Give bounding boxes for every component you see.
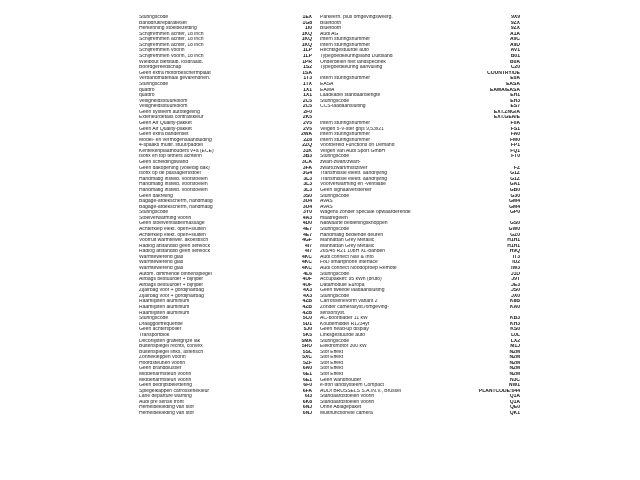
code-left: 4L6 [303, 271, 312, 277]
code-left: 4X3 [303, 293, 312, 299]
description-left: Geen bedrijfsbelettering [139, 383, 193, 389]
description-right: Sturingscode [320, 226, 350, 232]
description-right: Audi connect Noodoproep Remote [320, 266, 397, 272]
description-right: Geen signaalversterker [320, 187, 372, 193]
code-left: 2C5 [302, 98, 312, 104]
code-left: 2V5 [303, 126, 312, 132]
code-left: 5C0 [302, 316, 312, 322]
code-right: KH3 [509, 321, 520, 327]
description-right: sensorsyst. [320, 310, 346, 316]
description-left: Buitenspiegel links, asferisch [139, 349, 204, 355]
description-right: Velgen 5-V-ster grijs 9,53x21 [320, 126, 384, 132]
description-right: Accupakket: 95 kWh (bruto) [320, 277, 382, 283]
code-left: 4E7 [303, 226, 312, 232]
code-left: 5D1 [302, 321, 312, 327]
description-right: AC-boordlader 11 kW [320, 316, 368, 322]
description-left: Buitenspiegel rechts, convex [139, 344, 203, 350]
code-right: GM4 [509, 199, 520, 205]
code-left: 1S2 [303, 65, 312, 71]
code-left: 4UF [302, 277, 312, 283]
description-right: 265/45 R21 108H XL-banden [320, 249, 386, 255]
description-right: Intern sturingsnummer [320, 137, 371, 143]
description-left: Verbandmateriaal gevarendrieh. [139, 76, 211, 82]
description-left: Geen extra bandenset [139, 132, 189, 138]
code-left: 3FA [302, 165, 312, 171]
code-left: 1I0 [305, 26, 312, 32]
description-left: Raamlijsten aluminium [139, 310, 190, 316]
code-right: FP1 [510, 143, 520, 149]
description-left: Geen extra motorbeschermplaat [139, 70, 211, 76]
code-right: 9ZX [510, 20, 520, 26]
code-left: 3B3 [302, 154, 312, 160]
code-right: FS1 [510, 126, 520, 132]
description-right: Laadkabel standaardlengte [320, 93, 381, 99]
description-left: Autom. dimmende binnenspiegel [139, 271, 212, 277]
description-left: Stoelverwarming voorin [139, 215, 192, 221]
code-left: 4GF [302, 238, 312, 244]
code-right: ES7 [510, 104, 520, 110]
description-left: Geen systeem autotegeling [139, 109, 200, 115]
code-right: GZ0 [510, 232, 520, 238]
code-right: EXT.ZNG/A [493, 109, 520, 115]
description-left: Bagage-afdekscherm, handmatig [139, 199, 213, 205]
description-right: Transmissie elektr. aandrijving [320, 171, 388, 177]
description-left: Schijfremmen achter, 18 inch [139, 42, 204, 48]
code-left: 1EX [302, 15, 312, 20]
description-left: Bagage-afdekscherm, handmatig [139, 204, 213, 210]
description-left: Hoofdsteunen voorin [139, 360, 186, 366]
code-left: 4ZB [302, 299, 312, 305]
description-left: Banddrukreparatieset [139, 20, 187, 26]
code-left: 6E1 [303, 377, 312, 383]
code-left: 4D0 [302, 221, 312, 227]
code-right: B0A [509, 59, 520, 65]
description-right: Stof Effekt [320, 366, 343, 372]
description-right: Intern sturingsnummer [320, 76, 371, 82]
description-right: Carrosserievorm variant 2 [320, 299, 378, 305]
description-left: Geen dakopening (volledig dak) [139, 165, 210, 171]
code-right: G1Z [510, 176, 520, 182]
description-left: Geen scheidingswand [139, 160, 189, 166]
code-left: 5RU [301, 344, 312, 350]
description-left: Audi pre sense front [139, 399, 184, 405]
description-left: Hemelbekleding van stof [139, 405, 194, 411]
code-right: EAWA/EASA [489, 87, 520, 93]
description-left: Exterieurdetails contrastkleur [139, 115, 204, 121]
description-right: Handmatig bediende deuren [320, 232, 384, 238]
code-left: 3L3 [303, 182, 312, 188]
description-right: Elektromotor 300 kW [320, 344, 367, 350]
description-right: Bluetooth [320, 26, 342, 32]
description-left: Airbags bestuurder + bijrijder [139, 282, 204, 288]
code-right: H1H1 [507, 243, 520, 249]
description-right: Koudemiddel R1234yf [320, 321, 370, 327]
description-left: Geen dakreling [139, 193, 173, 199]
description-right: Stof Effekt [320, 349, 343, 355]
code-right: IT3 [512, 254, 520, 260]
code-left: 2C5 [302, 104, 312, 110]
description-left: Handmatig instelb. voorstoelen [139, 182, 208, 188]
description-left: Schijfremmen voorin [139, 48, 185, 54]
description-right: Stof Effekt [320, 360, 343, 366]
code-left: 5SL [302, 349, 312, 355]
code-left: 4KC [301, 254, 312, 260]
description-right: zwart/zwart/mistzilver [320, 165, 368, 171]
code-right: IW3 [511, 266, 520, 272]
option-code-list [0, 15, 640, 417]
code-right: 9X9 [511, 15, 520, 20]
code-left: 6FA [302, 388, 312, 394]
description-left: Warmtewerend glas [139, 266, 184, 272]
description-left: Zonnekleppen voorin [139, 355, 186, 361]
description-right: Ohne Ablagepaket [320, 405, 362, 411]
description-left: Sturingscode [139, 81, 169, 87]
code-right: COUNTRY/DE [487, 70, 520, 76]
description-left: Sturingscode [139, 15, 169, 20]
code-right: QE0 [509, 405, 520, 411]
code-left: 2K5 [302, 115, 312, 121]
description-left: Isofix op de passagiersstoel [139, 171, 201, 177]
description-left: Wielbout diefstalb. losdraaid. [139, 59, 203, 65]
description-right: Bluetooth [320, 20, 342, 26]
code-right: N2M [509, 366, 520, 372]
description-right: Linksgestuurde auto [320, 332, 366, 338]
code-right: FQ1 [510, 148, 520, 154]
code-left: 1KQ [301, 37, 312, 43]
description-right: CCS-laadaansluiting [320, 104, 366, 110]
code-right: GA1 [509, 182, 520, 188]
code-left: 4UF [302, 282, 312, 288]
code-left: 6NJ [302, 405, 312, 411]
code-left: 1KQ [301, 42, 312, 48]
code-left: 4E7 [303, 232, 312, 238]
code-left: 4KC [301, 266, 312, 272]
description-left: Herkenning stoelbezetting [139, 26, 197, 32]
code-right: F0A [510, 120, 520, 126]
code-right: EASA [506, 81, 520, 87]
description-right: FoD smartphone interface [320, 260, 378, 266]
code-left: 1KQ [301, 31, 312, 37]
code-right: GM4 [509, 204, 520, 210]
code-right: E0A [510, 76, 520, 82]
description-right: zwart-zwart/zwart- [320, 160, 361, 166]
description-left: Sturingscode [139, 210, 169, 216]
code-left: 6E1 [303, 372, 312, 377]
description-right: Intern sturingsnummer [320, 42, 371, 48]
code-right: PLANTCODE:044 [478, 388, 520, 394]
description-right: e-tron landsysteem Compact [320, 383, 384, 389]
description-left: Raamlijsten aluminium [139, 299, 190, 305]
description-left: Middenarmsteun voorin [139, 377, 192, 383]
code-right: FT0 [511, 154, 520, 160]
description-right: Geen head-up display [320, 327, 369, 333]
code-left: 6I3 [305, 394, 312, 400]
code-right: JX0 [511, 293, 520, 299]
code-right: GW0 [508, 226, 520, 232]
code-left: 1LP [302, 48, 312, 54]
code-left: 3U4 [302, 204, 312, 210]
code-left: 4I7 [305, 243, 312, 249]
description-left: Spiegelkappen carrosseriekleur [139, 388, 210, 394]
description-right: Sturingscode [320, 271, 350, 277]
code-right: N3C [509, 377, 520, 383]
description-right: AUDI BRUSSELS S.A./N.V., Brussel [320, 388, 401, 394]
code-left: 3L3 [303, 176, 312, 182]
description-right: Sturingscode [320, 338, 350, 344]
description-right: Audi connect Nav & Info [320, 254, 374, 260]
description-left: Handmatig instelb. voorstoelen [139, 176, 208, 182]
code-left: 6F0 [303, 383, 312, 389]
code-left: 1PR [302, 59, 312, 65]
code-right: JS0 [511, 288, 520, 294]
code-left: 1G8 [302, 20, 312, 26]
description-left: Raamlijsten aluminium [139, 305, 190, 311]
description-left: Isofix en top tethers achterin [139, 154, 202, 160]
code-left: 4I7 [305, 249, 312, 255]
code-left: 4ZB [302, 305, 312, 311]
description-right: Intern sturingsnummer [320, 120, 371, 126]
code-right: A9C [509, 37, 520, 43]
description-left: Model- en vermogensaanduiding [139, 137, 212, 143]
description-left: Boordgereedschap [139, 65, 182, 71]
code-right: FA0 [510, 132, 520, 138]
description-right: Zonder camerasyst./omgeving- [320, 305, 389, 311]
code-right: EXT.GEA/E [493, 115, 520, 121]
description-right: Stof Effekt [320, 355, 343, 361]
description-right: EAWA [320, 87, 335, 93]
description-right: Audi AG [320, 31, 339, 37]
description-right: Standaardstoelen voorin [320, 399, 375, 405]
code-left: 2Z8 [303, 137, 312, 143]
code-right: IU2 [512, 260, 520, 266]
code-right: AV1 [510, 48, 520, 54]
code-right: LX2 [510, 338, 520, 344]
description-left: quattro [139, 93, 155, 99]
code-right: QK1 [509, 411, 520, 417]
code-right: GP0 [509, 210, 520, 216]
description-right: Sturingscode [320, 98, 350, 104]
code-left: 4A3 [302, 215, 312, 221]
description-left: Middenarmsteun voorin [139, 372, 192, 377]
description-left: Geen brandblusser [139, 366, 182, 372]
code-left: 5MA [301, 338, 312, 344]
code-left: 5XC [302, 355, 312, 361]
code-right: J1D [510, 271, 520, 277]
code-right: M1J [510, 344, 520, 350]
description-left: Achterklep elekt. open+sluiten [139, 226, 206, 232]
description-left: Schijfremmen voorin, 18 inch [139, 54, 204, 60]
code-right: N2M [509, 360, 520, 366]
description-right: Natwaarte bedieningsknoppen [320, 221, 388, 227]
description-left: Warmtewerend glas [139, 260, 184, 266]
description-right: Multifunctionele camera [320, 411, 373, 417]
code-left: 1LP [302, 54, 312, 60]
description-left: Lane departure warning [139, 394, 192, 400]
description-right: Onderdelen niet landspecifiek [320, 59, 386, 65]
code-right: N2M [509, 349, 520, 355]
code-left: 4ZB [302, 310, 312, 316]
code-left: 2WA [301, 132, 312, 138]
description-left: Geen Air Quality-pakket [139, 120, 192, 126]
code-left: 1T3 [303, 76, 312, 82]
description-left: Veiligheidsstuurkolom [139, 98, 188, 104]
code-right: KB3 [509, 316, 520, 322]
code-right: H9Q [509, 249, 520, 255]
description-left: Draaggolffrequentie [139, 321, 183, 327]
description-right: Geen wandhouder [320, 377, 362, 383]
description-right: Stof Effekt [320, 372, 343, 377]
code-right: KA0 [509, 305, 520, 311]
code-left: 5K5 [302, 332, 312, 338]
description-left: Achterklep elekt. open+sluiten [139, 232, 206, 238]
description-right: AVAS [320, 204, 333, 210]
description-right: maatregelen [320, 215, 348, 221]
code-right: A9D [509, 42, 520, 48]
description-right: Parkeerh. plus omgevingsweerg. [320, 15, 393, 20]
code-right: GB0 [509, 187, 520, 193]
code-right: C20 [510, 65, 520, 71]
code-left: 3U4 [302, 199, 312, 205]
description-left: Geen Air Quality-pakket [139, 126, 192, 132]
code-right: JE3 [511, 282, 520, 288]
code-right: FZ [513, 165, 520, 171]
description-left: Zijairbag voor + gordijnairbag [139, 293, 204, 299]
description-left: Transportblok [139, 332, 170, 338]
code-left: 1X1 [303, 87, 312, 93]
description-right: Voorverwarming en -ventilatie [320, 182, 386, 188]
code-right: 9ZX [510, 26, 520, 32]
code-right: H1H1 [507, 238, 520, 244]
code-left: 3S0 [303, 193, 312, 199]
code-right: NW1 [508, 383, 520, 389]
description-right: Sturingscode [320, 154, 350, 160]
code-left: 1X1 [303, 93, 312, 99]
code-right: Q1A [509, 394, 520, 400]
description-left: Radiog afstandsb geen sefelock [139, 243, 211, 249]
code-left: 6NJ [302, 411, 312, 417]
description-left: Hemelbekleding van stof [139, 411, 194, 417]
code-left: 6A0 [302, 366, 312, 372]
code-right: EH3 [510, 98, 520, 104]
description-right: Standaardstoelen voorin [320, 394, 375, 400]
code-left: 2V5 [303, 120, 312, 126]
description-right: AVAS [320, 199, 333, 205]
code-left: 5ZF [303, 360, 312, 366]
description-left: 4-spaaks multif. stuur/paddel [139, 143, 203, 149]
description-left: Geen achterspoiler [139, 327, 182, 333]
description-left: Handmatig instelb. voorstoelen [139, 187, 208, 193]
table-row [0, 411, 640, 417]
description-right: Transmissie elektr. aandrijving [320, 176, 388, 182]
code-left: 4KC [301, 260, 312, 266]
code-left: 5J0 [303, 327, 312, 333]
code-left: 31K [302, 148, 312, 154]
description-left: quattro [139, 87, 155, 93]
description-left: Sturingscode [139, 316, 169, 322]
description-right: Typegoedkeuringsland Duitsland [320, 54, 393, 60]
code-left: 3CA [301, 160, 312, 166]
code-right: B01 [510, 54, 520, 60]
code-right: G1Z [510, 171, 520, 177]
code-left: 2F0 [303, 109, 312, 115]
description-left: Kentekenplaathouders v+a (ECE) [139, 148, 214, 154]
description-right: Wagens zonder speciale opwaarderende [320, 210, 411, 216]
code-left: 6K8 [302, 399, 312, 405]
description-left: Schijfremmen achter, 18 inch [139, 31, 204, 37]
code-right: G30 [510, 193, 520, 199]
code-right: N2M [509, 372, 520, 377]
description-right: Voorbereid Functions on Demand [320, 143, 395, 149]
code-right: FM0 [510, 137, 520, 143]
description-right: Manhattan Grey Metallic [320, 238, 375, 244]
description-right: EASA [320, 81, 334, 87]
description-right: Sturingscode [320, 193, 350, 199]
description-right: Datamodule Europa [320, 282, 365, 288]
description-left: Zijairbag voor + gordijnairbag [139, 288, 204, 294]
description-left: Voorruit warmtewer. akoestisch [139, 238, 209, 244]
description-right: Sturingscode [320, 293, 350, 299]
description-right: Manhattan Grey Metallic [320, 243, 375, 249]
description-left: Warmtewerend glas [139, 254, 184, 260]
code-left: 1SA [302, 70, 312, 76]
code-left: 2ZQ [302, 143, 312, 149]
description-right: Rechtsgestuurde auto [320, 48, 369, 54]
code-right: K8B [509, 299, 520, 305]
code-right: Q1A [509, 399, 520, 405]
description-right: Geen tweede laadaansluiting [320, 288, 385, 294]
code-right: N2M [509, 355, 520, 361]
code-right: GS0 [509, 221, 520, 227]
code-left: 4X3 [303, 288, 312, 294]
code-left: 1TX [302, 81, 312, 87]
code-right: A1A [509, 31, 520, 37]
description-left: Decorlijsten grafietgrijze lak [139, 338, 201, 344]
description-right: Velgen van Audi Sport GmbH [320, 148, 386, 154]
code-right: KS0 [510, 327, 520, 333]
description-left: Geen stoelventilatie/massage [139, 221, 205, 227]
code-right: L0L [511, 332, 520, 338]
description-left: Airbags bestuurder + bijrijder [139, 277, 204, 283]
description-left: Schijfremmen achter, 18 inch [139, 37, 204, 43]
code-left: 3L3 [303, 187, 312, 193]
code-left: 3G4 [302, 171, 312, 177]
description-left: Radiog afstandsb geen sefelock [139, 249, 211, 255]
description-left: Veiligheidsstuurkolom [139, 104, 188, 110]
code-right: EH1 [510, 93, 520, 99]
description-right: Intern sturingsnummer [320, 132, 371, 138]
description-right: Intern sturingsnummer [320, 37, 371, 43]
description-right: Typegoedkeuring aanvulling [320, 65, 383, 71]
code-left: 3Y0 [303, 210, 312, 216]
code-right: J9T [511, 277, 520, 283]
